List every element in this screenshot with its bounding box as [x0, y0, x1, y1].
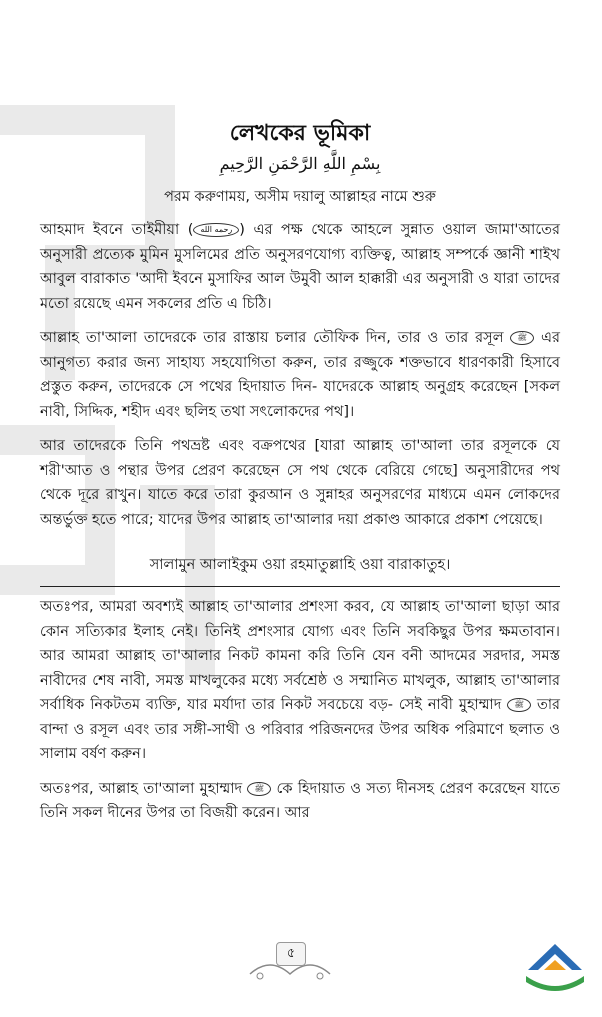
page-number-ornament — [240, 936, 340, 986]
rahimahullah-symbol: رحمه الله — [193, 223, 239, 237]
divider — [40, 586, 560, 587]
paragraph-5-text-b: কে হিদায়াত ও সত্য দীনসহ প্রেরণ করেছেন যাতে তিনি সকল দীনের উপর তা বিজয়ী করেন। আর — [40, 780, 560, 821]
paragraph-2 — [40, 326, 560, 424]
page-title: লেখকের ভূমিকা — [229, 121, 371, 146]
paragraph-5 — [40, 777, 560, 826]
paragraph-2-text-b: এর আনুগত্য করার জন্য সাহায্য সহযোগিতা করুন, তার রজ্জুকে শক্তভাবে ধারণকারী হিসাবে প্রস্তুত করুন, তাদেরকে সে পথের হিদায়াত দিন- যাদেরকে আল্লাহ অনুগ্রহ করেছেন [সকল নাবী, সিদ্দিক, শহীদ এবং ছলিহ তথা সৎলোকদের পথ]। — [40, 330, 560, 420]
bismillah-arabic: بِسْمِ اللَّهِ الرَّحْمَنِ الرَّحِيمِ — [219, 154, 381, 173]
page-number: ৫ — [276, 942, 306, 966]
paragraph-1-text-a: আহমাদ ইবনে তাইমীয়া ( — [40, 222, 194, 238]
paragraph-1 — [40, 218, 560, 316]
paragraph-3: আর তাদেরকে তিনি পথভ্রষ্ট এবং বক্রপথের [যারা আল্লাহ তা'আলা তার রসূলকে যে শরী'আত ও পন্থার উপর প্রেরণ করেছেন সে পথ থেকে বেরিয়ে গেছে] অনুসারীদের পথ থেকে দূরে রাখুন। যাতে করে তারা কুরআন ও সুন্নাহর অনুসরণের মাধ্যমে এমন লোকদের অন্তর্ভুক্ত হতে পারে; যাদের উপর আল্লাহ তা'আলার দয়া প্রকাণ্ড আকারে প্রকাশ পেয়েছে। — [40, 438, 560, 528]
paragraph-1-text-b: ) এর পক্ষ থেকে আহলে সুন্নাত ওয়াল জামা'আতের অনুসারী প্রত্যেক মুমিন মুসলিমের প্রতি অনুসরণযোগ্য ব্যক্তিত্ব, আল্লাহ সম্পর্কে জ্ঞানী শাইখ আবুল বারাকাত 'আদী ইবনে মুসাফির আল উমুবী আল হাক্কারী এর অনুসারী ও যারা তাদের মতো রয়েছে এমন সকলের প্রতি এ চিঠি। — [40, 222, 560, 312]
paragraph-4-text-a: অতঃপর, আমরা অবশ্যই আল্লাহ তা'আলার প্রশংসা করব, যে আল্লাহ তা'আলা ছাড়া আর কোন সত্যিকার ইলাহ নেই। তিনিই প্রশংসার যোগ্য এবং তিনি সবকিছুর উপর ক্ষমতাবান। আর আমরা আল্লাহ তা'আলার নিকট কামনা করি তিনি যেন বনী আদমের সরদার, সমস্ত নাবীদের শেষ নাবী, সমস্ত মাখলুকের মধ্যে সর্বশ্রেষ্ঠ ও সম্মানিত মাখলুক, আল্লাহ তা'আলার সর্বাধিক নিকটতম ব্যক্তি, যার মর্যাদা তার নিকট সবচেয়ে বড়- সেই নাবী মুহাম্মাদ — [40, 599, 560, 713]
paragraph-4-text-b: তার বান্দা ও রসূল এবং তার সঙ্গী-সাথী ও পরিবার পরিজনদের উপর অধিক পরিমাণে ছলাত ও সালাম বর্ষণ করুন। — [40, 697, 560, 762]
salawat-symbol: ﷺ — [510, 331, 534, 345]
paragraph-2-text-a: আল্লাহ তা'আলা তাদেরকে তার রাস্তায় চলার তৌফিক দিন, তার ও তার রসূল — [40, 330, 504, 346]
salam-line: সালামুন আলাইকুম ওয়া রহমাতুল্লাহি ওয়া বারাকাতুহ। — [149, 557, 451, 573]
bismillah-translation: পরম করুণাময়, অসীম দয়ালু আল্লাহর নামে শুরু — [164, 189, 436, 205]
page-content — [40, 120, 560, 836]
paragraph-4 — [40, 595, 560, 767]
salawat-symbol: ﷺ — [507, 698, 531, 712]
paragraph-5-text-a: অতঃপর, আল্লাহ তা'আলা মুহাম্মাদ — [40, 780, 243, 797]
salawat-symbol: ﷺ — [247, 782, 271, 796]
publisher-logo-icon — [520, 940, 590, 996]
